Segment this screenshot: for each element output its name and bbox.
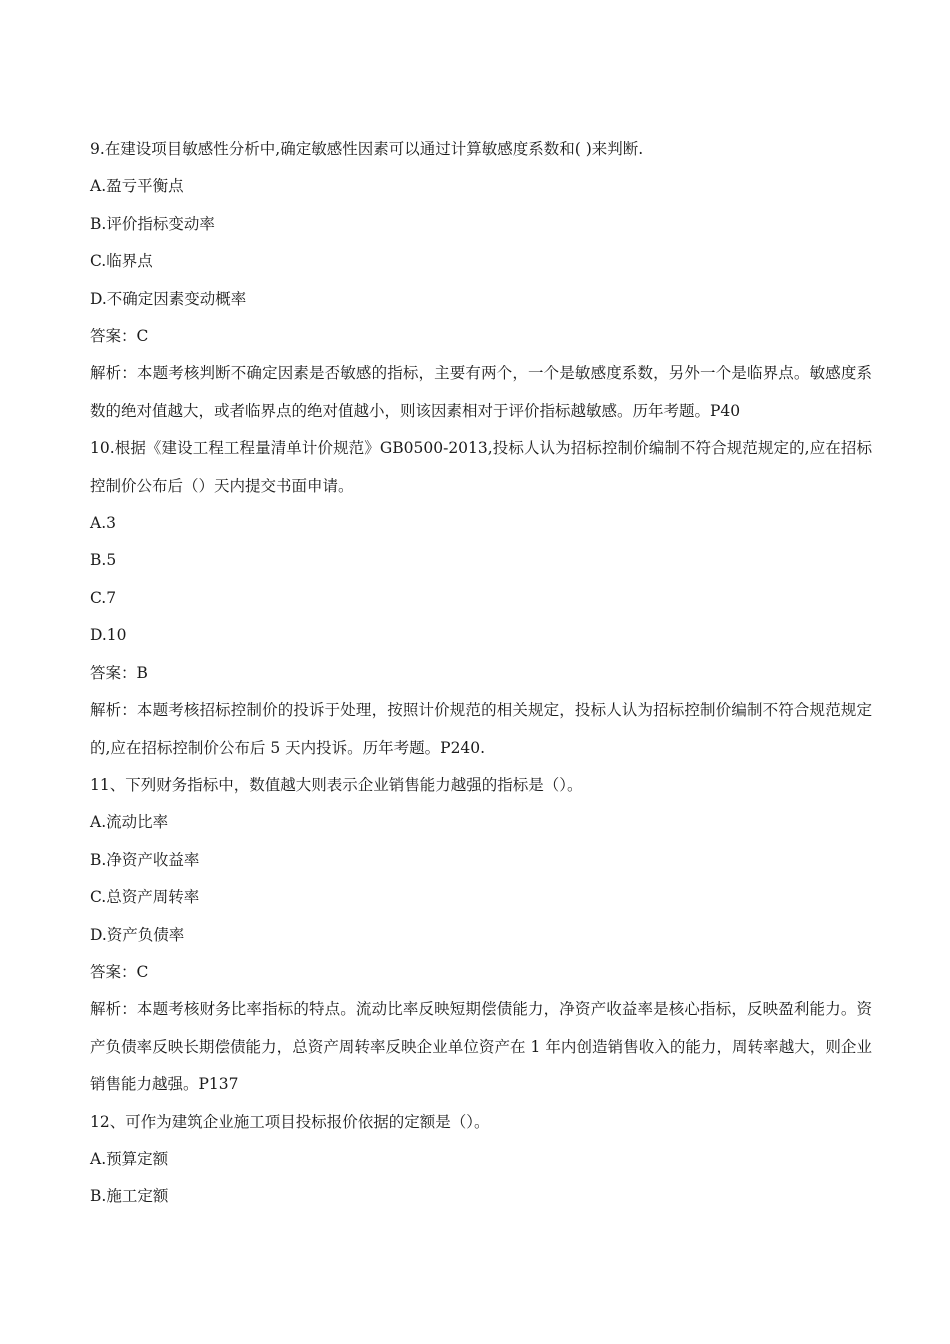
option-a: A.盈亏平衡点	[90, 177, 184, 196]
option-a: A.流动比率	[90, 813, 169, 832]
analysis-paragraph: 解析：本题考核财务比率指标的特点。流动比率反映短期偿债能力，净资产收益率是核心指标，反映盈利能力。资产负债率反映长期偿债能力，总资产周转率反映企业单位资产在 1 年内创造销售收入的能力，周转率越大，则企业销售能力越强。P137	[90, 1000, 872, 1094]
answer-line: 答案：C	[90, 327, 149, 346]
option-b: B.5	[90, 551, 117, 570]
option-a: A.预算定额	[90, 1149, 169, 1168]
option-c: C.总资产周转率	[90, 888, 200, 907]
question-block-11	[90, 767, 872, 1104]
option-a: A.3	[90, 514, 116, 533]
question-block-9	[90, 131, 872, 430]
question-block-12	[90, 1104, 872, 1216]
question-stem: 11、下列财务指标中，数值越大则表示企业销售能力越强的指标是（）。	[90, 775, 583, 794]
option-d: D.资产负债率	[90, 925, 185, 944]
option-d: D.10	[90, 626, 127, 645]
option-c: C.临界点	[90, 252, 153, 271]
answer-line: 答案：B	[90, 663, 148, 682]
question-stem: 9.在建设项目敏感性分析中,确定敏感性因素可以通过计算敏感度系数和( )来判断.	[90, 140, 644, 158]
option-b: B.施工定额	[90, 1187, 169, 1206]
option-c: C.7	[90, 588, 117, 607]
question-block-10	[90, 430, 872, 767]
analysis-paragraph: 解析：本题考核判断不确定因素是否敏感的指标，主要有两个，一个是敏感度系数，另外一个是临界点。敏感度系数的绝对值越大，或者临界点的绝对值越小，则该因素相对于评价指标越敏感。历年考题。P40	[90, 364, 872, 420]
question-stem: 10.根据《建设工程工程量清单计价规范》GB0500-2013,投标人认为招标控制价编制不符合规范规定的,应在招标控制价公布后（）天内提交书面申请。	[90, 439, 872, 495]
option-b: B.评价指标变动率	[90, 214, 215, 233]
option-b: B.净资产收益率	[90, 850, 200, 869]
analysis-paragraph: 解析：本题考核招标控制价的投诉于处理，按照计价规范的相关规定，投标人认为招标控制价编制不符合规范规定的,应在招标控制价公布后 5 天内投诉。历年考题。P240.	[90, 701, 872, 757]
question-stem: 12、可作为建筑企业施工项目投标报价依据的定额是（）。	[90, 1112, 490, 1131]
option-d: D.不确定因素变动概率	[90, 289, 247, 308]
document-page	[90, 131, 872, 1216]
answer-line: 答案：C	[90, 962, 149, 981]
